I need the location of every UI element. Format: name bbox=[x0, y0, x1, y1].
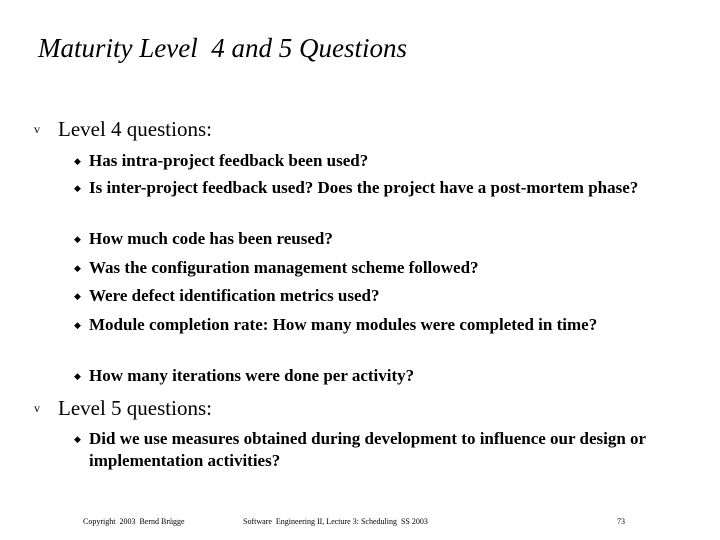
level5-heading-row bbox=[34, 396, 212, 421]
level4-question: Is inter-project feedback used? Does the project have a post-mortem phase? bbox=[89, 178, 639, 197]
list-item bbox=[74, 177, 674, 199]
level4-question: How much code has been reused? bbox=[89, 229, 333, 248]
diamond-bullet-icon: ◆ bbox=[74, 156, 81, 166]
level4-heading: Level 4 questions: bbox=[58, 117, 212, 141]
diamond-bullet-icon: ◆ bbox=[74, 291, 81, 301]
level4-question: Was the configuration management scheme followed? bbox=[89, 258, 479, 277]
list-item bbox=[74, 365, 674, 387]
level4-question: Module completion rate: How many modules were completed in time? bbox=[89, 315, 598, 334]
level4-question: Has intra-project feedback been used? bbox=[89, 151, 369, 170]
list-item bbox=[74, 228, 674, 250]
slide-title: Maturity Level 4 and 5 Questions bbox=[38, 33, 407, 63]
diamond-bullet-icon: ◆ bbox=[74, 320, 81, 330]
list-item bbox=[74, 150, 674, 172]
footer-copyright: Copyright 2003 Bernd Brügge bbox=[83, 517, 185, 526]
footer-course: Software Engineering II, Lecture 3: Scheduling SS 2003 bbox=[243, 517, 428, 526]
level4-question: Were defect identification metrics used? bbox=[89, 286, 380, 305]
list-item bbox=[74, 257, 674, 279]
list-item bbox=[74, 314, 674, 336]
diamond-bullet-icon: ◆ bbox=[74, 234, 81, 244]
checkmark-bullet-icon: v bbox=[34, 401, 40, 415]
diamond-bullet-icon: ◆ bbox=[74, 263, 81, 273]
diamond-bullet-icon: ◆ bbox=[74, 183, 81, 193]
footer-page-number: 73 bbox=[617, 517, 625, 526]
level4-question: How many iterations were done per activity? bbox=[89, 366, 415, 385]
checkmark-bullet-icon: v bbox=[34, 122, 40, 136]
level5-question: Did we use measures obtained during development to influence our design or implementation activities? bbox=[89, 429, 646, 470]
diamond-bullet-icon: ◆ bbox=[74, 371, 81, 381]
level4-heading-row bbox=[34, 117, 212, 142]
diamond-bullet-icon: ◆ bbox=[74, 434, 81, 444]
level5-heading: Level 5 questions: bbox=[58, 396, 212, 420]
list-item bbox=[74, 285, 674, 307]
list-item bbox=[74, 428, 674, 472]
